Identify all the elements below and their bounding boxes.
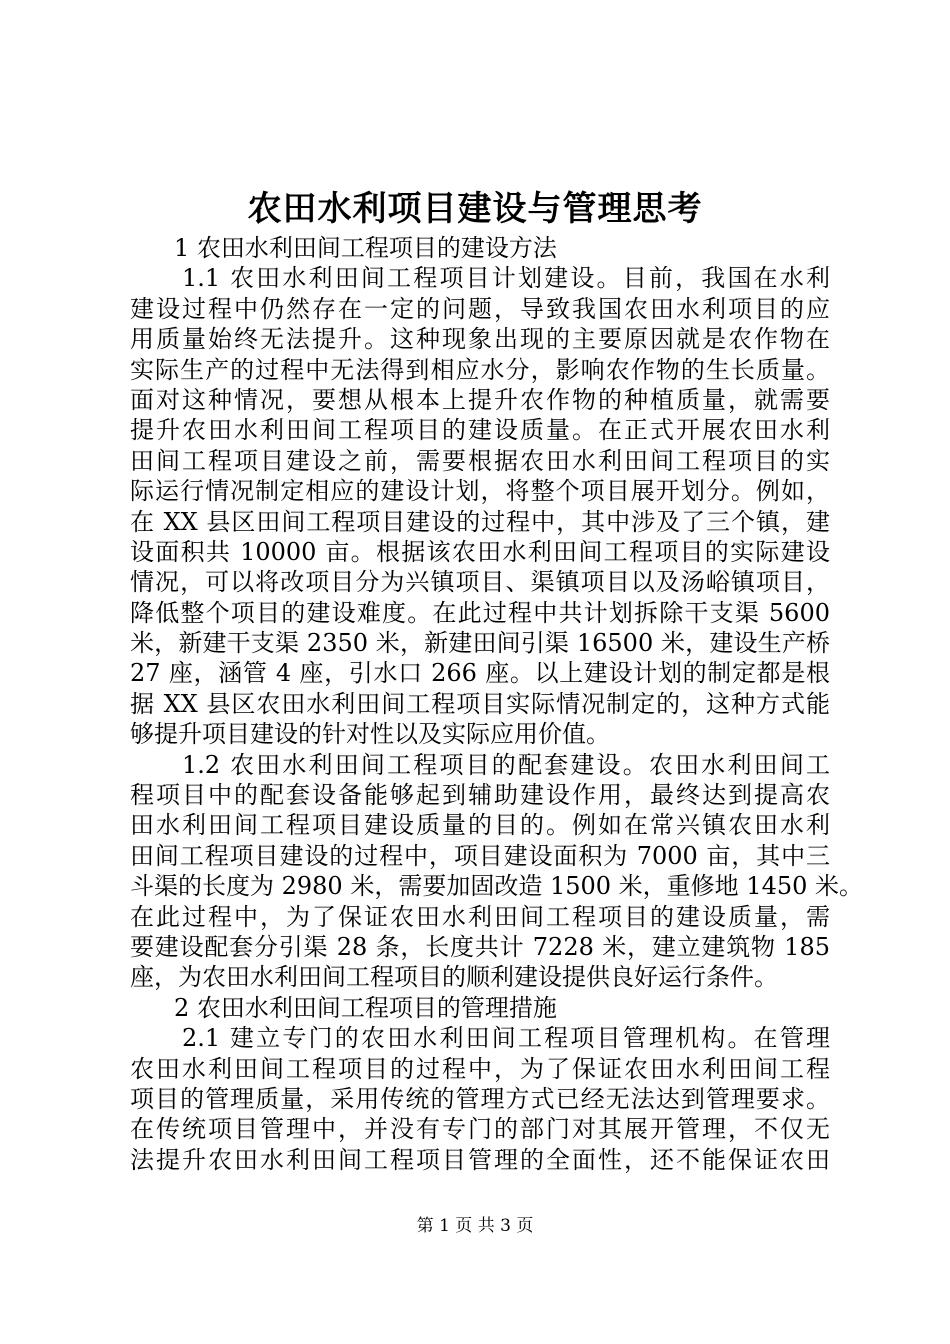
paragraph-line: 2.1 建立专门的农田水利田间工程项目管理机构。在管理 xyxy=(182,1024,830,1053)
paragraph-line: 据 XX 县区农田水利田间工程项目实际情况制定的，这种方式能 xyxy=(130,689,830,718)
paragraph-line: 1.2 农田水利田间工程项目的配套建设。农田水利田间工 xyxy=(182,750,830,779)
paragraph-line: 田间工程项目建设之前，需要根据农田水利田间工程项目的实 xyxy=(130,446,830,475)
paragraph-line: 程项目中的配套设备能够起到辅助建设作用，最终达到提高农 xyxy=(130,781,830,810)
paragraph-line: 田水利田间工程项目建设质量的目的。例如在常兴镇农田水利 xyxy=(130,811,830,840)
paragraph-line: 田间工程项目建设的过程中，项目建设面积为 7000 亩，其中三 xyxy=(130,841,830,870)
document-title: 农田水利项目建设与管理思考 xyxy=(247,189,703,229)
paragraph-line: 用质量始终无法提升。这种现象出现的主要原因就是农作物在 xyxy=(130,325,830,354)
paragraph-line: 设面积共 10000 亩。根据该农田水利田间工程项目的实际建设 xyxy=(130,537,830,566)
page-number: 第 1 页 共 3 页 xyxy=(416,1216,534,1236)
paragraph-line: 米，新建干支渠 2350 米，新建田间引渠 16500 米，建设生产桥 xyxy=(130,629,830,658)
paragraph-line: 在 XX 县区田间工程项目建设的过程中，其中涉及了三个镇，建 xyxy=(130,507,830,536)
paragraph-line: 在传统项目管理中，并没有专门的部门对其展开管理，不仅无 xyxy=(130,1115,830,1144)
paragraph-line: 降低整个项目的建设难度。在此过程中共计划拆除干支渠 5600 xyxy=(130,598,830,627)
paragraph-line: 够提升项目建设的针对性以及实际应用价值。 xyxy=(130,720,610,749)
paragraph-line: 情况，可以将改项目分为兴镇项目、渠镇项目以及汤峪镇项目， xyxy=(130,568,830,597)
paragraph-line: 建设过程中仍然存在一定的问题，导致我国农田水利项目的应 xyxy=(130,294,830,323)
paragraph-line: 项目的管理质量，采用传统的管理方式已经无法达到管理要求。 xyxy=(130,1084,830,1113)
paragraph-line: 农田水利田间工程项目的过程中，为了保证农田水利田间工程 xyxy=(130,1054,830,1083)
paragraph-line: 在此过程中，为了保证农田水利田间工程项目的建设质量，需 xyxy=(130,902,830,931)
document-body xyxy=(130,233,864,1175)
paragraph-line: 要建设配套分引渠 28 条，长度共计 7228 米，建立建筑物 185 xyxy=(130,932,830,961)
paragraph-line: 面对这种情况，要想从根本上提升农作物的种植质量，就需要 xyxy=(130,385,830,414)
paragraph-line: 座，为农田水利田间工程项目的顺利建设提供良好运行条件。 xyxy=(130,963,778,992)
section-heading-2: 2 农田水利田间工程项目的管理措施 xyxy=(174,993,557,1022)
paragraph-line: 提升农田水利田间工程项目的建设质量。在正式开展农田水利 xyxy=(130,416,830,445)
section-heading-1: 1 农田水利田间工程项目的建设方法 xyxy=(174,234,557,262)
paragraph-line: 27 座，涵管 4 座，引水口 266 座。以上建设计划的制定都是根 xyxy=(130,659,830,688)
paragraph-line: 1.1 农田水利田间工程项目计划建设。目前，我国在水利 xyxy=(182,264,830,293)
paragraph-line: 际运行情况制定相应的建设计划，将整个项目展开划分。例如， xyxy=(130,477,830,506)
paragraph-line: 实际生产的过程中无法得到相应水分，影响农作物的生长质量。 xyxy=(130,355,830,384)
paragraph-line: 法提升农田水利田间工程项目管理的全面性，还不能保证农田 xyxy=(130,1145,830,1174)
paragraph-line: 斗渠的长度为 2980 米，需要加固改造 1500 米，重修地 1450 米。 xyxy=(130,872,864,901)
